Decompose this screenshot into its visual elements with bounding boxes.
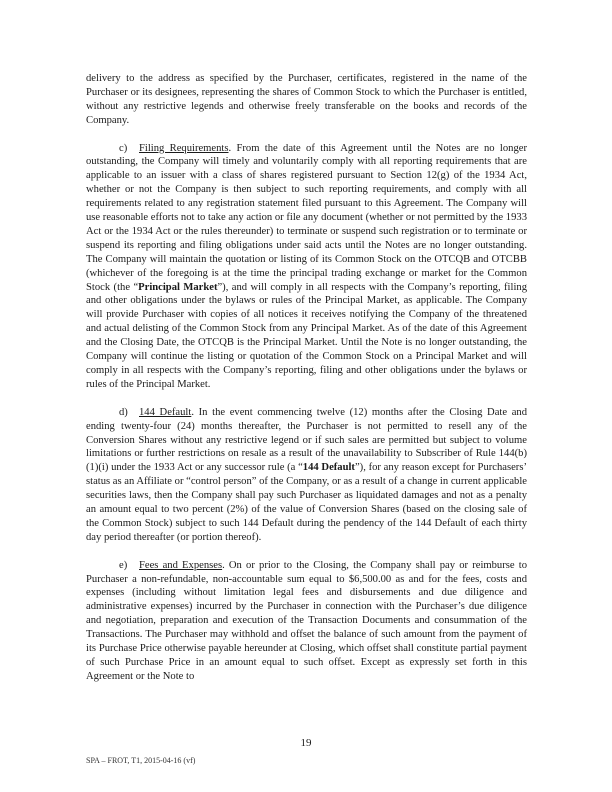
paragraph-continuation xyxy=(86,72,527,128)
section-c-filing-requirements xyxy=(86,142,527,392)
defined-term: 144 Default xyxy=(302,462,355,474)
section-text: . In the event commencing twelve (12) months after the Closing Date and ending twenty-four (24) months thereafter, the Purchaser is not permitted to resell any of the Conversion Shares without any restrictive legend or if such sales are permitted but subject to volume limitations or further restrictions on resale as a result of the unavailability to Subscriber of Rule 144(b)(1)(i) under the 1933 Act or any successor rule (a “ xyxy=(86,406,528,474)
section-text: . From the date of this Agreement until the Notes are no longer outstanding, the Company will timely and voluntarily comply with all reporting requirements that are applicable to an issuer with a class of shares registered pursuant to Section 12(g) of the 1934 Act, whether or not the Company is then subject to such reporting requirements, and comply with all requirements related to any registration statement filed pursuant to this Agreement. The Company will use reasonable efforts not to take any action or file any document (whether or not permitted by the 1933 Act or the 1934 Act or the rules thereunder) to terminate or suspend such registration or to terminate or suspend its reporting and filing obligations under said acts until the Notes are no longer outstanding. The Company will maintain the quotation or listing of its Common Stock on the OTCQB and OTCBB (whichever of the foregoing is at the time the principal trading exchange or market for the Common Stock (the “ xyxy=(86,142,527,293)
section-text: ”), for any reason except for Purchasers’ status as an Affiliate or “control person” of the Company, or as a result of a change in current applicable securities laws, then the Company shall pay such Purchaser as liquidated damages and not as a penalty an amount equal to two percent (2%) of the value of Conversion Shares (based on the closing sale of the Common Stock) subject to such 144 Default during the pendency of the 144 Default of each thirty day period thereafter (or portion thereof). xyxy=(86,462,527,543)
section-text: ”), and will comply in all respects with the Company’s reporting, filing and other obligations under the bylaws or rules of the Principal Market, as applicable. The Company will provide Purchaser with copies of all notices it receives notifying the Company of the threatened and actual delisting of the Common Stock from any Principal Market. As of the date of this Agreement and the Closing Date, the OTCQB is the Principal Market. Until the Note is no longer outstanding, the Company will continue the listing or quotation of the Common Stock on a Principal Market and will comply in all respects with the Company’s reporting, filing and other obligations under the bylaws or rules of the Principal Market. xyxy=(86,281,527,390)
paragraph-text: delivery to the address as specified by the Purchaser, certificates, registered in the name of the Purchaser or its designees, representing the shares of Common Stock to which the Purchaser is entitled, without any restrictive legends and otherwise freely transferable on the books and records of the Company. xyxy=(86,73,527,126)
section-d-144-default xyxy=(86,406,527,545)
section-title: 144 Default xyxy=(139,406,192,418)
section-title: Fees and Expenses xyxy=(139,559,223,571)
section-letter: d) xyxy=(119,406,128,418)
defined-term: Principal Market xyxy=(138,281,218,293)
section-letter: e) xyxy=(119,559,128,571)
document-body xyxy=(86,72,527,698)
page-number: 19 xyxy=(300,737,312,749)
document-footer: SPA – FROT, T1, 2015-04-16 (vf) xyxy=(86,756,196,765)
section-letter: c) xyxy=(119,142,128,154)
section-text: . On or prior to the Closing, the Company shall pay or reimburse to Purchaser a non-refundable, non-accountable sum equal to $6,500.00 as and for the fees, costs and expenses (including without limitation legal fees and disbursements and due diligence and administrative expenses) incurred by the Purchaser in connection with the Purchaser’s due diligence and negotiation, preparation and execution of the Transaction Documents and consummation of the Transactions. The Purchaser may withhold and offset the balance of such amount from the payment of its Purchase Price otherwise payable hereunder at Closing, which offset shall constitute partial payment of such Purchase Price in an amount equal to such offset. Except as expressly set forth in this Agreement or the Note to xyxy=(86,559,527,682)
section-e-fees-and-expenses xyxy=(86,559,527,684)
section-title: Filing Requirements xyxy=(139,142,229,154)
